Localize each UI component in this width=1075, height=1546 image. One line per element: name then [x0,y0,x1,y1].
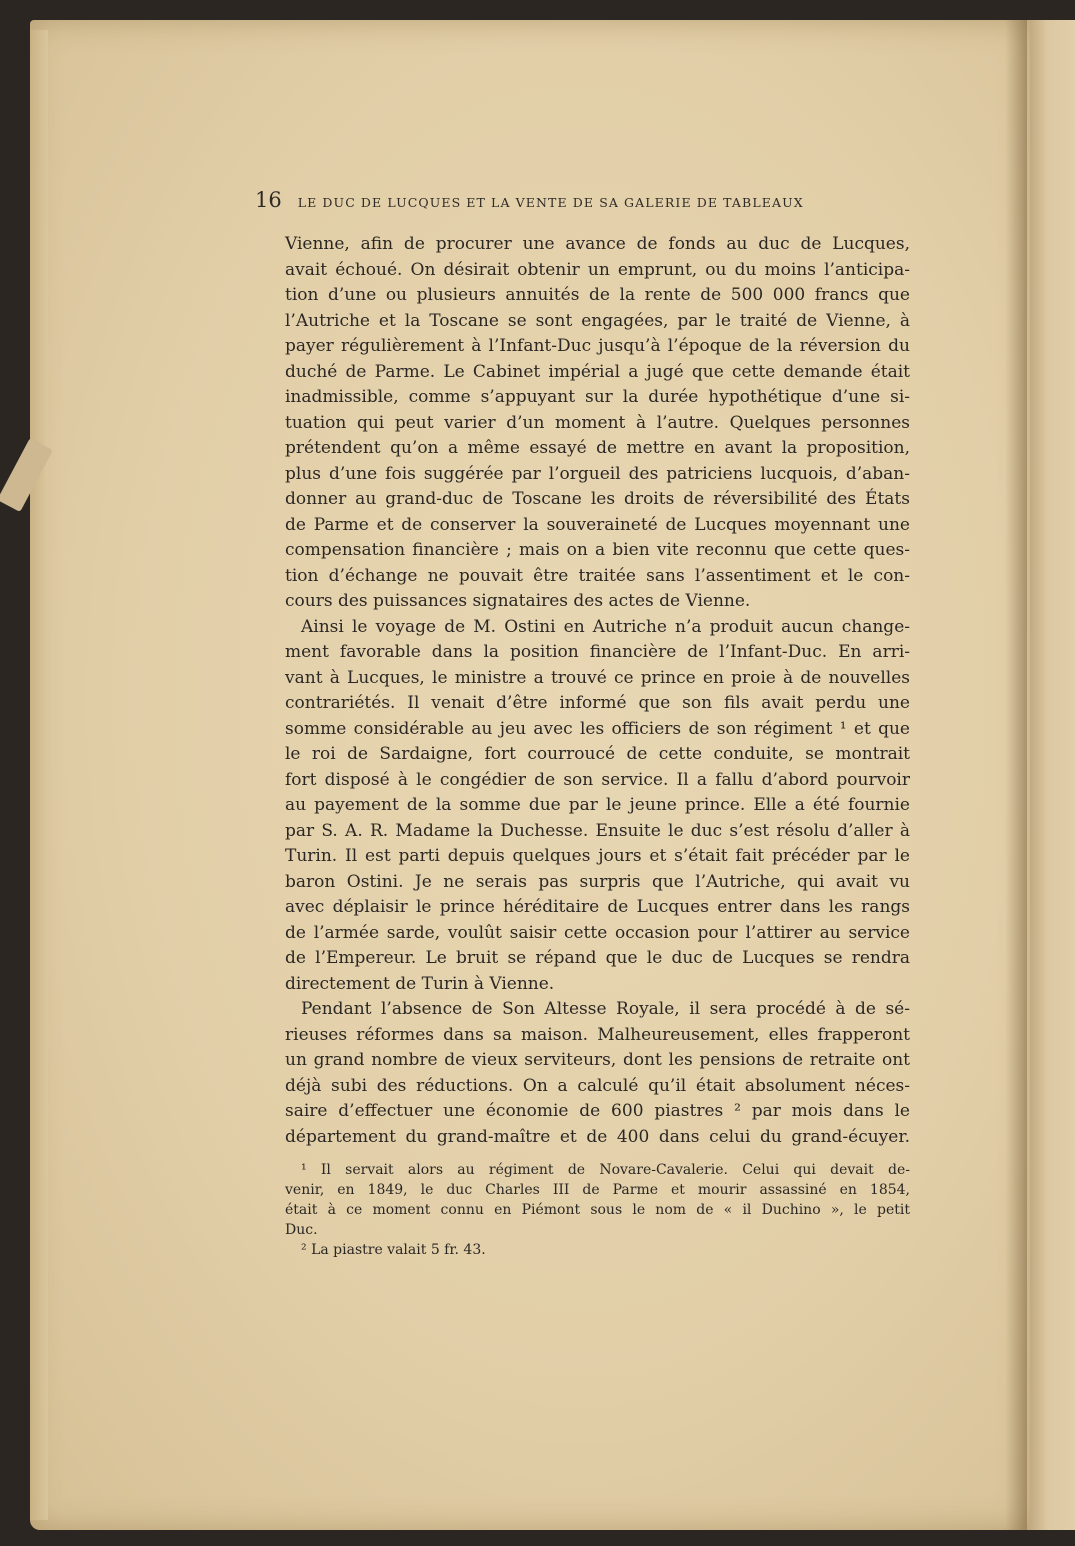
text-line: somme considérable au jeu avec les officiers de son régiment ¹ et que [285,718,910,739]
text-line: directement de Turin à Vienne. [285,973,555,994]
footnote-line: venir, en 1849, le duc Charles III de Parme et mourir assassiné en 1854, [285,1182,910,1198]
page-header [255,188,910,212]
text-line: vant à Lucques, le ministre a trouvé ce prince en proie à de nouvelles [285,667,910,688]
text-line: de l’armée sarde, voulût saisir cette occasion pour l’attirer au service [285,922,910,943]
text-line: déjà subi des réductions. On a calculé qu’il était absolument néces- [285,1075,910,1096]
text-line: baron Ostini. Je ne serais pas surpris que l’Autriche, qui avait vu [285,871,910,892]
paragraph-3 [285,997,910,1150]
page-left-edge [30,30,48,1520]
text-line: fort disposé à le congédier de son service. Il a fallu d’abord pourvoir [285,769,910,790]
text-line: de l’Empereur. Le bruit se répand que le duc de Lucques se rendra [285,948,910,968]
footnote-1 [285,1160,910,1240]
footnote-2 [285,1240,910,1260]
text-line: contrariétés. Il venait d’être informé que son fils avait perdu une [285,693,910,713]
footnote-line: ² La piastre valait 5 fr. 43. [301,1242,486,1258]
text-line: plus d’une fois suggérée par l’orgueil des patriciens lucquois, d’aban- [285,463,910,484]
text-line: par S. A. R. Madame la Duchesse. Ensuite le duc s’est résolu d’aller à [285,820,910,841]
text-line: rieuses réformes dans sa maison. Malheureusement, elles frapperont [285,1024,910,1045]
text-line: prétendent qu’on a même essayé de mettre en avant la proposition, [285,438,910,458]
page-number: 16 [255,188,282,212]
text-line: avec déplaisir le prince héréditaire de Lucques entrer dans les rangs [285,897,910,917]
text-line: compensation financière ; mais on a bien vite reconnu que cette ques- [285,540,910,560]
text-line: le roi de Sardaigne, fort courroucé de cette conduite, se montrait [285,744,910,764]
text-line: cours des puissances signataires des actes de Vienne. [285,591,751,611]
text-line: un grand nombre de vieux serviteurs, dont les pensions de retraite ont [285,1050,910,1070]
text-line: Turin. Il est parti depuis quelques jours et s’était fait précéder par le [285,846,910,866]
text-line: tuation qui peut varier d’un moment à l’autre. Quelques personnes [285,412,910,433]
text-line: duché de Parme. Le Cabinet impérial a jugé que cette demande était [285,361,910,382]
text-line: donner au grand-duc de Toscane les droits de réversibilité des États [285,489,910,509]
text-line: au payement de la somme due par le jeune prince. Elle a été fournie [285,795,910,815]
text-line: inadmissible, comme s’appuyant sur la durée hypothétique d’une si- [285,387,910,407]
text-line: tion d’une ou plusieurs annuités de la rente de 500 000 francs que [285,285,910,305]
paragraph-1 [285,232,910,615]
text-line: ment favorable dans la position financière de l’Infant-Duc. En arri- [285,642,910,662]
text-line: avait échoué. On désirait obtenir un emprunt, ou du moins l’anticipa- [285,259,910,280]
text-line: département du grand-maître et de 400 dans celui du grand-écuyer. [285,1126,910,1147]
text-line: Ainsi le voyage de M. Ostini en Autriche n’a produit aucun change- [301,616,910,637]
text-line: saire d’effectuer une économie de 600 piastres ² par mois dans le [285,1101,910,1121]
body-text [285,232,910,1150]
text-line: tion d’échange ne pouvait être traitée sans l’assentiment et le con- [285,565,910,586]
text-line: de Parme et de conserver la souveraineté de Lucques moyennant une [285,514,910,535]
text-line: Vienne, afin de procurer une avance de fonds au duc de Lucques, [285,234,910,254]
text-line: payer régulièrement à l’Infant-Duc jusqu’à l’époque de la réversion du [285,336,910,356]
footnote-line: était à ce moment connu en Piémont sous le nom de « il Duchino », le petit [285,1202,910,1218]
footnote-line: Duc. [285,1222,318,1238]
binding-shadow [1005,20,1027,1530]
footnotes [285,1160,910,1260]
text-line: Pendant l’absence de Son Altesse Royale, il sera procédé à de sé- [301,999,910,1019]
text-line: l’Autriche et la Toscane se sont engagées, par le traité de Vienne, à [285,310,910,331]
paragraph-2 [285,615,910,998]
footnote-line: ¹ Il servait alors au régiment de Novare-Cavalerie. Celui qui devait de- [301,1162,910,1178]
running-head: LE DUC DE LUCQUES ET LA VENTE DE SA GALERIE DE TABLEAUX [297,195,804,210]
